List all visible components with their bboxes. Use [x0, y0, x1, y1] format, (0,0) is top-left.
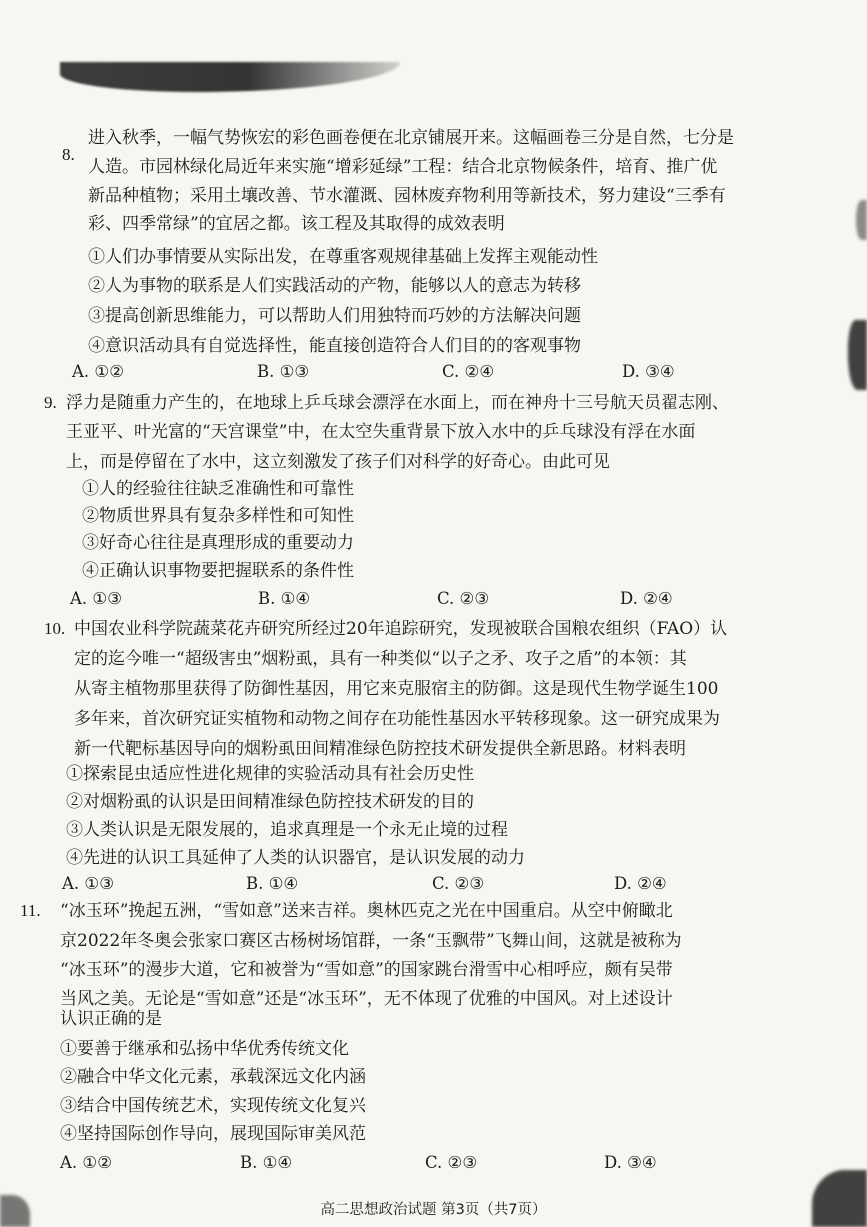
option-b[interactable]: B. ①③ — [257, 362, 310, 381]
option-d[interactable]: D. ③④ — [622, 362, 675, 381]
statement-4: ④坚持国际创作导向，展现国际审美风范 — [60, 1124, 366, 1144]
question-stem-line: 王亚平、叶光富的“天宫课堂”中，在太空失重背景下放入水中的乒乓球没有浮在水面 — [66, 422, 696, 442]
option-d[interactable]: D. ②④ — [614, 874, 667, 893]
statement-4: ④意识活动具有自觉选择性，能直接创造符合人们目的的客观事物 — [88, 336, 581, 356]
statement-1: ①要善于继承和弘扬中华优秀传统文化 — [60, 1039, 349, 1059]
scan-smudge — [60, 62, 400, 92]
statement-3: ③结合中国传统艺术，实现传统文化复兴 — [60, 1096, 366, 1116]
question-stem-line: 中国农业科学院蔬菜花卉研究所经过20年追踪研究，发现被联合国粮农组织（FAO）认 — [74, 619, 728, 639]
statement-1: ①人们办事情要从实际出发，在尊重客观规律基础上发挥主观能动性 — [88, 247, 598, 267]
question-stem-line: 京2022年冬奥会张家口赛区古杨树场馆群，一条“玉飘带”飞舞山间，这就是被称为 — [60, 931, 682, 951]
option-b[interactable]: B. ①④ — [258, 589, 311, 608]
question-stem-line: 多年来，首次研究证实植物和动物之间存在功能性基因水平转移现象。这一研究成果为 — [74, 709, 720, 729]
option-c[interactable]: C. ②③ — [437, 589, 490, 608]
question-number: 11. — [20, 901, 41, 920]
statement-2: ②物质世界具有复杂多样性和可知性 — [82, 506, 354, 526]
statement-2: ②对烟粉虱的认识是田间精准绿色防控技术研发的目的 — [66, 792, 474, 812]
question-number: 9. — [44, 393, 57, 412]
statement-3: ③好奇心往往是真理形成的重要动力 — [82, 533, 354, 553]
option-c[interactable]: C. ②③ — [425, 1153, 478, 1172]
question-stem-line: 定的迄今唯一“超级害虫”烟粉虱，具有一种类似“以子之矛、攻子之盾”的本领：其 — [74, 649, 687, 669]
statement-3: ③人类认识是无限发展的，追求真理是一个永无止境的过程 — [66, 820, 508, 840]
option-d[interactable]: D. ③④ — [604, 1153, 657, 1172]
question-number: 10. — [44, 619, 66, 638]
statement-4: ④正确认识事物要把握联系的条件性 — [82, 561, 354, 581]
question-stem-line: 新品种植物；采用土壤改善、节水灌溉、园林废弃物利用等新技术，努力建设“三季有 — [88, 186, 726, 206]
statement-1: ①人的经验往往缺乏准确性和可靠性 — [82, 479, 354, 499]
statement-2: ②人为事物的联系是人们实践活动的产物，能够以人的意志为转移 — [88, 276, 581, 296]
question-stem-line: 浮力是随重力产生的，在地球上乒乓球会漂浮在水面上，而在神舟十三号航天员翟志刚、 — [66, 393, 729, 413]
question-stem-line: “冰玉环”的漫步大道，它和被誉为“雪如意”的国家跳台滑雪中心相呼应，颇有吴带 — [60, 960, 673, 980]
scan-mark-right-1 — [848, 320, 867, 390]
statement-2: ②融合中华文化元素，承载深远文化内涵 — [60, 1067, 366, 1087]
question-stem-line: 上，而是停留在了水中，这立刻激发了孩子们对科学的好奇心。由此可见 — [66, 452, 610, 472]
question-stem-line: 人造。市园林绿化局近年来实施“增彩延绿”工程：结合北京物候条件，培育、推广优 — [88, 157, 718, 177]
scan-mark-right-2 — [856, 200, 867, 240]
option-a[interactable]: A. ①③ — [70, 589, 122, 608]
question-stem-line: 新一代靶标基因导向的烟粉虱田间精准绿色防控技术研发提供全新思路。材料表明 — [74, 739, 686, 759]
question-stem-line: “冰玉环”挽起五洲，“雪如意”送来吉祥。奥林匹克之光在中国重启。从空中俯瞰北 — [60, 901, 673, 921]
option-a[interactable]: A. ①② — [72, 362, 124, 381]
question-stem-line: 彩、四季常绿”的宜居之都。该工程及其取得的成效表明 — [88, 214, 505, 234]
option-b[interactable]: B. ①④ — [246, 874, 299, 893]
option-d[interactable]: D. ②④ — [620, 589, 673, 608]
option-a[interactable]: A. ①② — [60, 1153, 112, 1172]
option-c[interactable]: C. ②③ — [432, 874, 485, 893]
option-c[interactable]: C. ②④ — [442, 362, 495, 381]
statement-4: ④先进的认识工具延伸了人类的认识器官，是认识发展的动力 — [66, 848, 525, 868]
statement-3: ③提高创新思维能力，可以帮助人们用独特而巧妙的方法解决问题 — [88, 306, 581, 326]
option-a[interactable]: A. ①③ — [62, 874, 114, 893]
question-stem-line: 当风之美。无论是“雪如意”还是“冰玉环”，无不体现了优雅的中国风。对上述设计 — [60, 989, 673, 1009]
page-footer: 高二思想政治试题 第3页（共7页） — [320, 1202, 547, 1218]
question-stem-line: 从寄主植物那里获得了防御性基因，用它来克服宿主的防御。这是现代生物学诞生100 — [74, 679, 719, 699]
question-stem-line: 进入秋季，一幅气势恢宏的彩色画卷便在北京铺展开来。这幅画卷三分是自然，七分是 — [88, 128, 734, 148]
question-stem-line: 认识正确的是 — [60, 1009, 162, 1029]
statement-1: ①探索昆虫适应性进化规律的实验活动具有社会历史性 — [66, 764, 474, 784]
option-b[interactable]: B. ①④ — [240, 1153, 293, 1172]
question-number: 8. — [62, 145, 75, 164]
